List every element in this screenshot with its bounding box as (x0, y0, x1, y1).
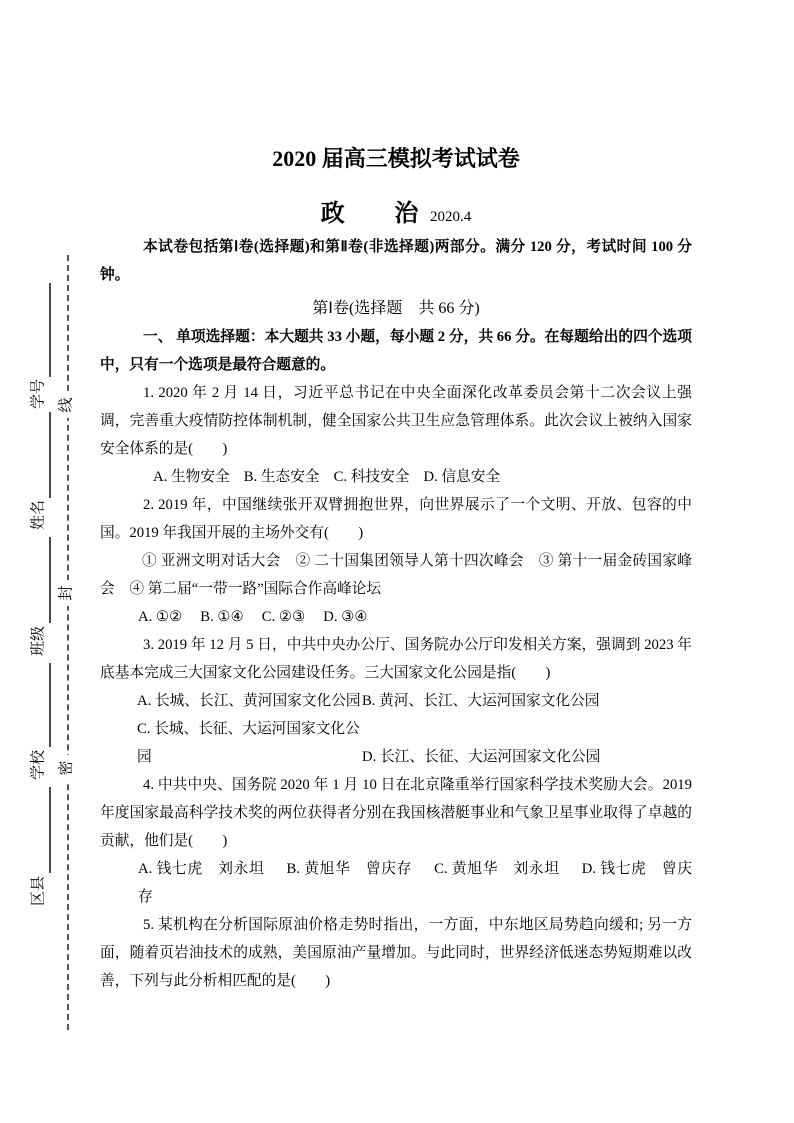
seal-line-char (58, 392, 76, 418)
seal-field-label-text: 学号 (30, 378, 47, 410)
seal-field-underline (49, 787, 51, 873)
option: C. 黄旭华 刘永坦 (434, 861, 560, 877)
option: D. ③④ (323, 609, 368, 625)
option: A. 生物安全 (153, 469, 230, 485)
section-heading: 第Ⅰ卷(选择题 共 66 分) (312, 300, 480, 317)
seal-field-label-text: 姓名 (30, 499, 47, 531)
seal-dashed-line (67, 255, 69, 1030)
seal-field-label (25, 874, 53, 908)
options-row (100, 687, 692, 715)
option: C. 科技安全 (333, 469, 410, 485)
option: D. 钱七虎 曾庆存 (138, 861, 693, 905)
seal-field-label-text: 学校 (30, 749, 47, 781)
seal-field-underline (49, 412, 51, 498)
exam-intro: 本试卷包括第Ⅰ卷(选择题)和第Ⅱ卷(非选择题)两部分。满分 120 分，考试时间 100 分钟。 (100, 239, 692, 283)
seal-line-char (58, 755, 76, 781)
option: B. ①④ (200, 609, 244, 625)
option: A. 长城、长江、黄河国家文化公园 (137, 693, 361, 709)
seal-field-label (25, 377, 53, 411)
seal-field-label (25, 624, 53, 658)
options-row (100, 463, 692, 491)
page-title: 2020 届高三模拟考试试卷 (272, 146, 520, 171)
question-stem: 4. 中共中央、国务院 2020 年 1 月 10 日在北京隆重举行国家科学技术奖励大会。2019 年度国家最高科学技术奖的两位获得者分别在我国核潜艇事业和气象卫星事业取得了卓越的贡献，他们是( ) (100, 777, 692, 849)
seal-field-underline (49, 283, 51, 377)
seal-line-char-text: 封 (58, 585, 75, 601)
subject-char-second: 治 (394, 201, 419, 227)
question-numbered-items: ① 亚洲文明对话大会 ② 二十国集团领导人第十四次峰会 ③ 第十一届金砖国家峰会 ④ 第二届“一带一路”国际合作高峰论坛 (100, 553, 692, 597)
option: A. 钱七虎 刘永坦 (138, 861, 265, 877)
options-row (100, 715, 692, 771)
option: C. 长城、长征、大运河国家文化公园 (137, 721, 360, 765)
question-list (100, 379, 692, 995)
options-row (100, 855, 692, 911)
seal-line-char-text: 密 (58, 760, 75, 776)
option: D. 信息安全 (423, 469, 501, 485)
option: B. 黄河、长江、大运河国家文化公园 (362, 693, 600, 709)
seal-field-label-text: 区县 (30, 875, 47, 907)
question-stem: 5. 某机构在分析国际原油价格走势时指出，一方面，中东地区局势趋向缓和; 另一方面，随着页岩油技术的成熟，美国原油产量增加。与此同时，世界经济低迷态势短期难以改善，下列与此分析相匹配的是( ) (100, 917, 692, 989)
exam-content (100, 136, 692, 995)
seal-field-underline (49, 663, 51, 747)
question-stem: 3. 2019 年 12 月 5 日，中共中央办公厅、国务院办公厅印发相关方案，强调到 2023 年底基本完成三大国家文化公园建设任务。三大国家文化公园是指( ) (100, 637, 692, 681)
option: B. 黄旭华 曾庆存 (286, 861, 413, 877)
seal-margin (0, 0, 95, 1123)
seal-field-label-text: 班级 (30, 625, 47, 657)
question-stem: 1. 2020 年 2 月 14 日，习近平总书记在中央全面深化改革委员会第十二次会议上强调，完善重大疫情防控体制机制，健全国家公共卫生应急管理体系。此次会议上被纳入国家安全体系的是( ) (100, 385, 692, 457)
options-row (100, 603, 692, 631)
option: A. ①② (138, 609, 183, 625)
seal-field-label (25, 748, 53, 782)
seal-field-underline (49, 537, 51, 623)
subject-char-first: 政 (320, 201, 345, 227)
section-instruction: 一、 单项选择题：本大题共 33 小题，每小题 2 分，共 66 分。在每题给出的四个选项中，只有一个选项是最符合题意的。 (100, 329, 692, 373)
seal-line-char (58, 580, 76, 606)
option: C. ②③ (261, 609, 306, 625)
seal-line-char-text: 线 (58, 397, 75, 413)
option: B. 生态安全 (243, 469, 320, 485)
exam-date: 2020.4 (430, 209, 472, 225)
option: D. 长江、长征、大运河国家文化公园 (362, 749, 601, 765)
question-stem: 2. 2019 年，中国继续张开双臂拥抱世界，向世界展示了一个文明、开放、包容的中国。2019 年我国开展的主场外交有( ) (100, 497, 692, 541)
seal-field-label (25, 498, 53, 532)
subject-line (100, 198, 692, 233)
